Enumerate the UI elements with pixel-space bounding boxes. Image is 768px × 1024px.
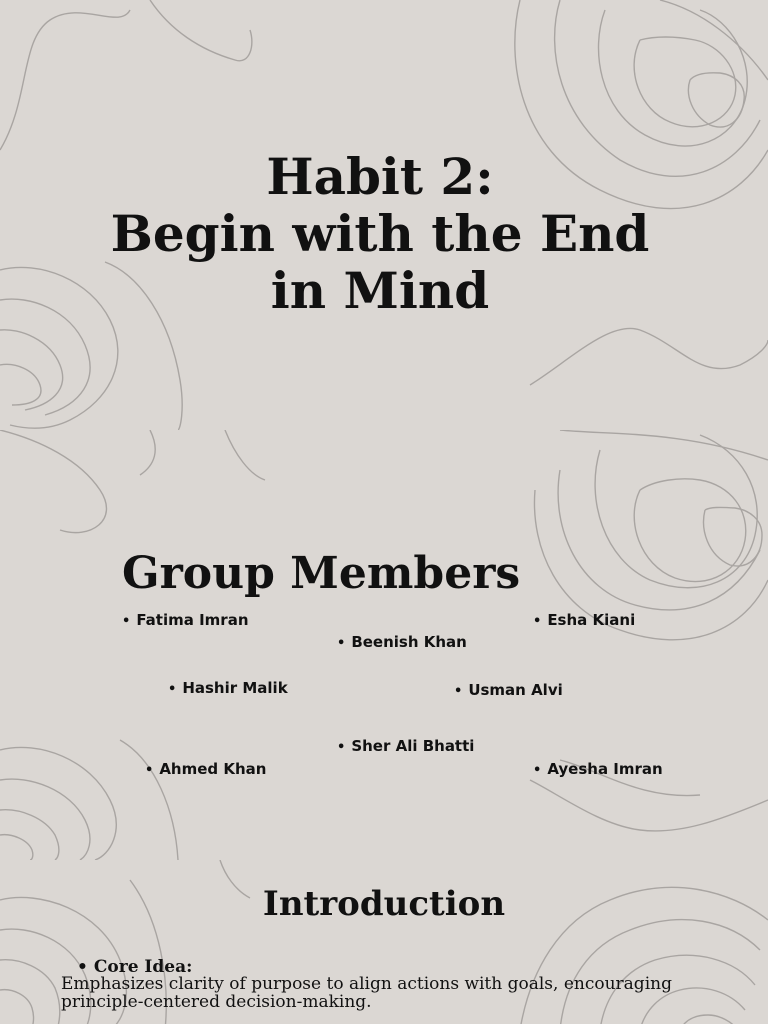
group-members-heading: Group Members (122, 548, 521, 599)
member-name: • Esha Kiani (533, 610, 635, 632)
core-idea-label: • Core Idea: (77, 957, 192, 977)
title-line-1: Habit 2: (266, 147, 494, 206)
introduction-heading: Introduction (262, 884, 506, 924)
member-name: • Fatima Imran (122, 610, 249, 632)
member-name: • Ayesha Imran (533, 759, 663, 781)
title-line-3: in Mind (270, 261, 490, 320)
introduction-slide (0, 860, 768, 1024)
core-idea-text: Emphasizes clarity of purpose to align actions with goals, encouraging principle-centered decision-making. (61, 974, 672, 1012)
title-line-2: Begin with the End (110, 204, 650, 263)
members-slide (0, 430, 768, 860)
member-name: • Ahmed Khan (145, 759, 266, 781)
member-name: • Beenish Khan (337, 632, 467, 654)
member-name: • Hashir Malik (168, 678, 288, 700)
title-slide (0, 0, 768, 430)
presentation-title (60, 148, 700, 319)
member-name: • Sher Ali Bhatti (337, 736, 474, 758)
member-name: • Usman Alvi (454, 680, 563, 702)
